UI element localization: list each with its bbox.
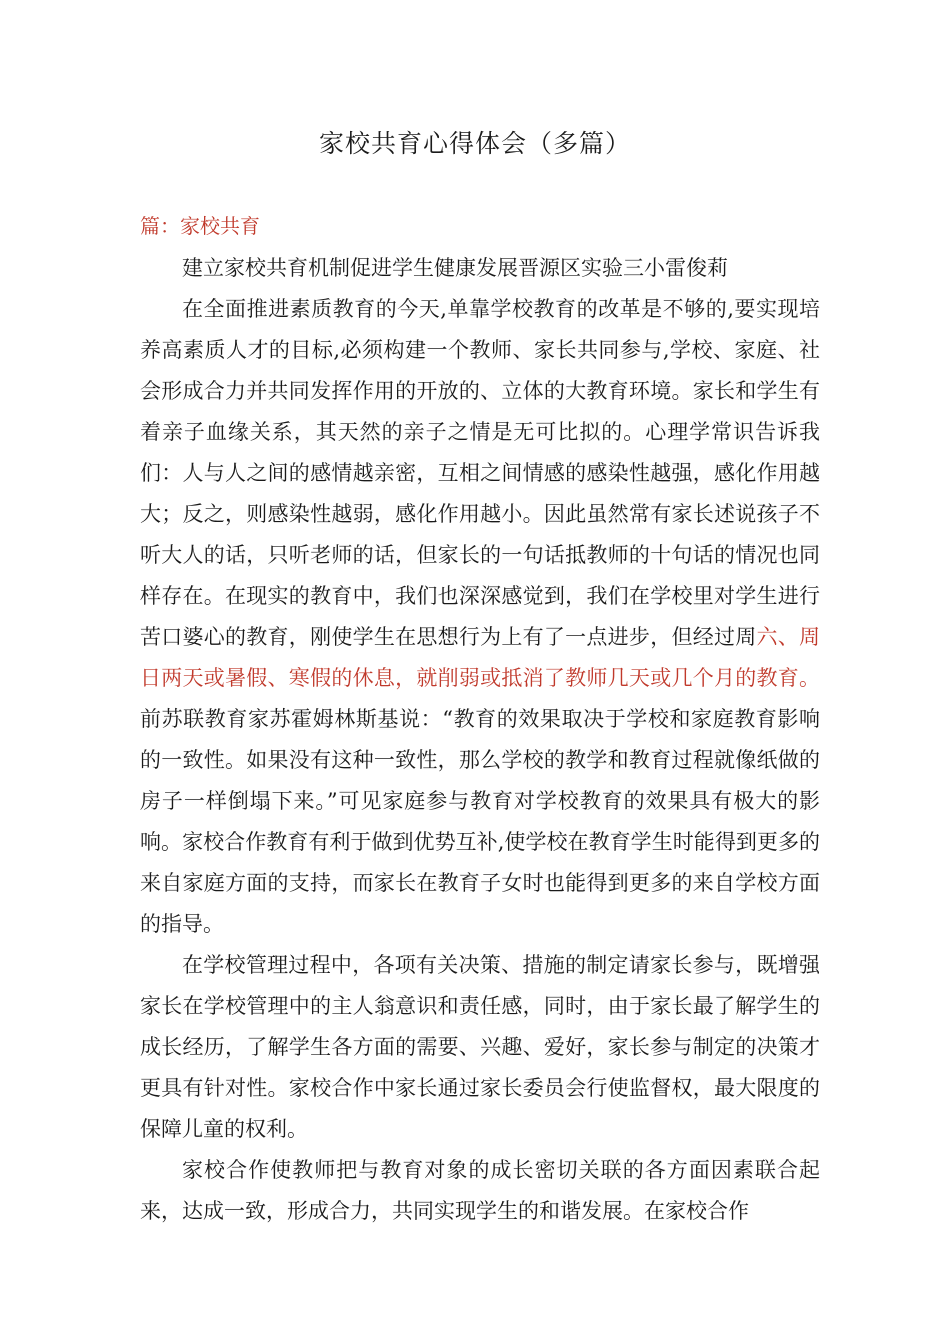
paragraph-2: 在学校管理过程中，各项有关决策、措施的制定请家长参与，既增强家长在学校管理中的主人翁意识和责任感，同时，由于家长最了解学生的成长经历，了解学生各方面的需要、兴趣、爱好，家长参与制定的决策才更具有针对性。家校合作中家长通过家长委员会行使监督权，最大限度的保障儿童的权利。 [140, 953, 820, 1141]
paragraph-1 [140, 289, 820, 945]
section-label: 篇：家校共育 [140, 214, 260, 238]
document-body [140, 248, 820, 1232]
subtitle-paragraph: 建立家校共育机制促进学生健康发展晋源区实验三小雷俊莉 [182, 256, 728, 280]
paragraph-1-text-b: 前苏联教育家苏霍姆林斯基说：“教育的效果取决于学校和家庭教育影响的一致性。如果没有这种一致性，那么学校的教学和教育过程就像纸做的房子一样倒塌下来。”可见家庭参与教育对学校教育的效果具有极大的影响。家校合作教育有利于做到优势互补,使学校在教育学生时能得到更多的来自家庭方面的支持，而家长在教育子女时也能得到更多的来自学校方面的指导。 [140, 707, 820, 936]
document-title: 家校共育心得体会（多篇） [318, 129, 631, 158]
paragraph-3: 家校合作使教师把与教育对象的成长密切关联的各方面因素联合起来，达成一致，形成合力，共同实现学生的和谐发展。在家校合作 [140, 1158, 820, 1223]
highlighted-text: 六、周日两天或暑假、寒假的休息，就削弱或抵消了教师几天或几个月的教育。 [140, 625, 821, 690]
paragraph-1-text-a: 在全面推进素质教育的今天,单靠学校教育的改革是不够的,要实现培养高素质人才的目标,必须构建一个教师、家长共同参与,学校、家庭、社会形成合力并共同发挥作用的开放的、立体的大教育环境。家长和学生有着亲子血缘关系，其天然的亲子之情是无可比拟的。心理学常识告诉我们：人与人之间的感情越亲密，互相之间情感的感染性越强，感化作用越大；反之，则感染性越弱，感化作用越小。因此虽然常有家长述说孩子不听大人的话，只听老师的话，但家长的一句话抵教师的十句话的情况也同样存在。在现实的教育中，我们也深深感觉到，我们在学校里对学生进行苦口婆心的教育，刚使学生在思想行为上有了一点进步，但经过周 [140, 297, 820, 649]
